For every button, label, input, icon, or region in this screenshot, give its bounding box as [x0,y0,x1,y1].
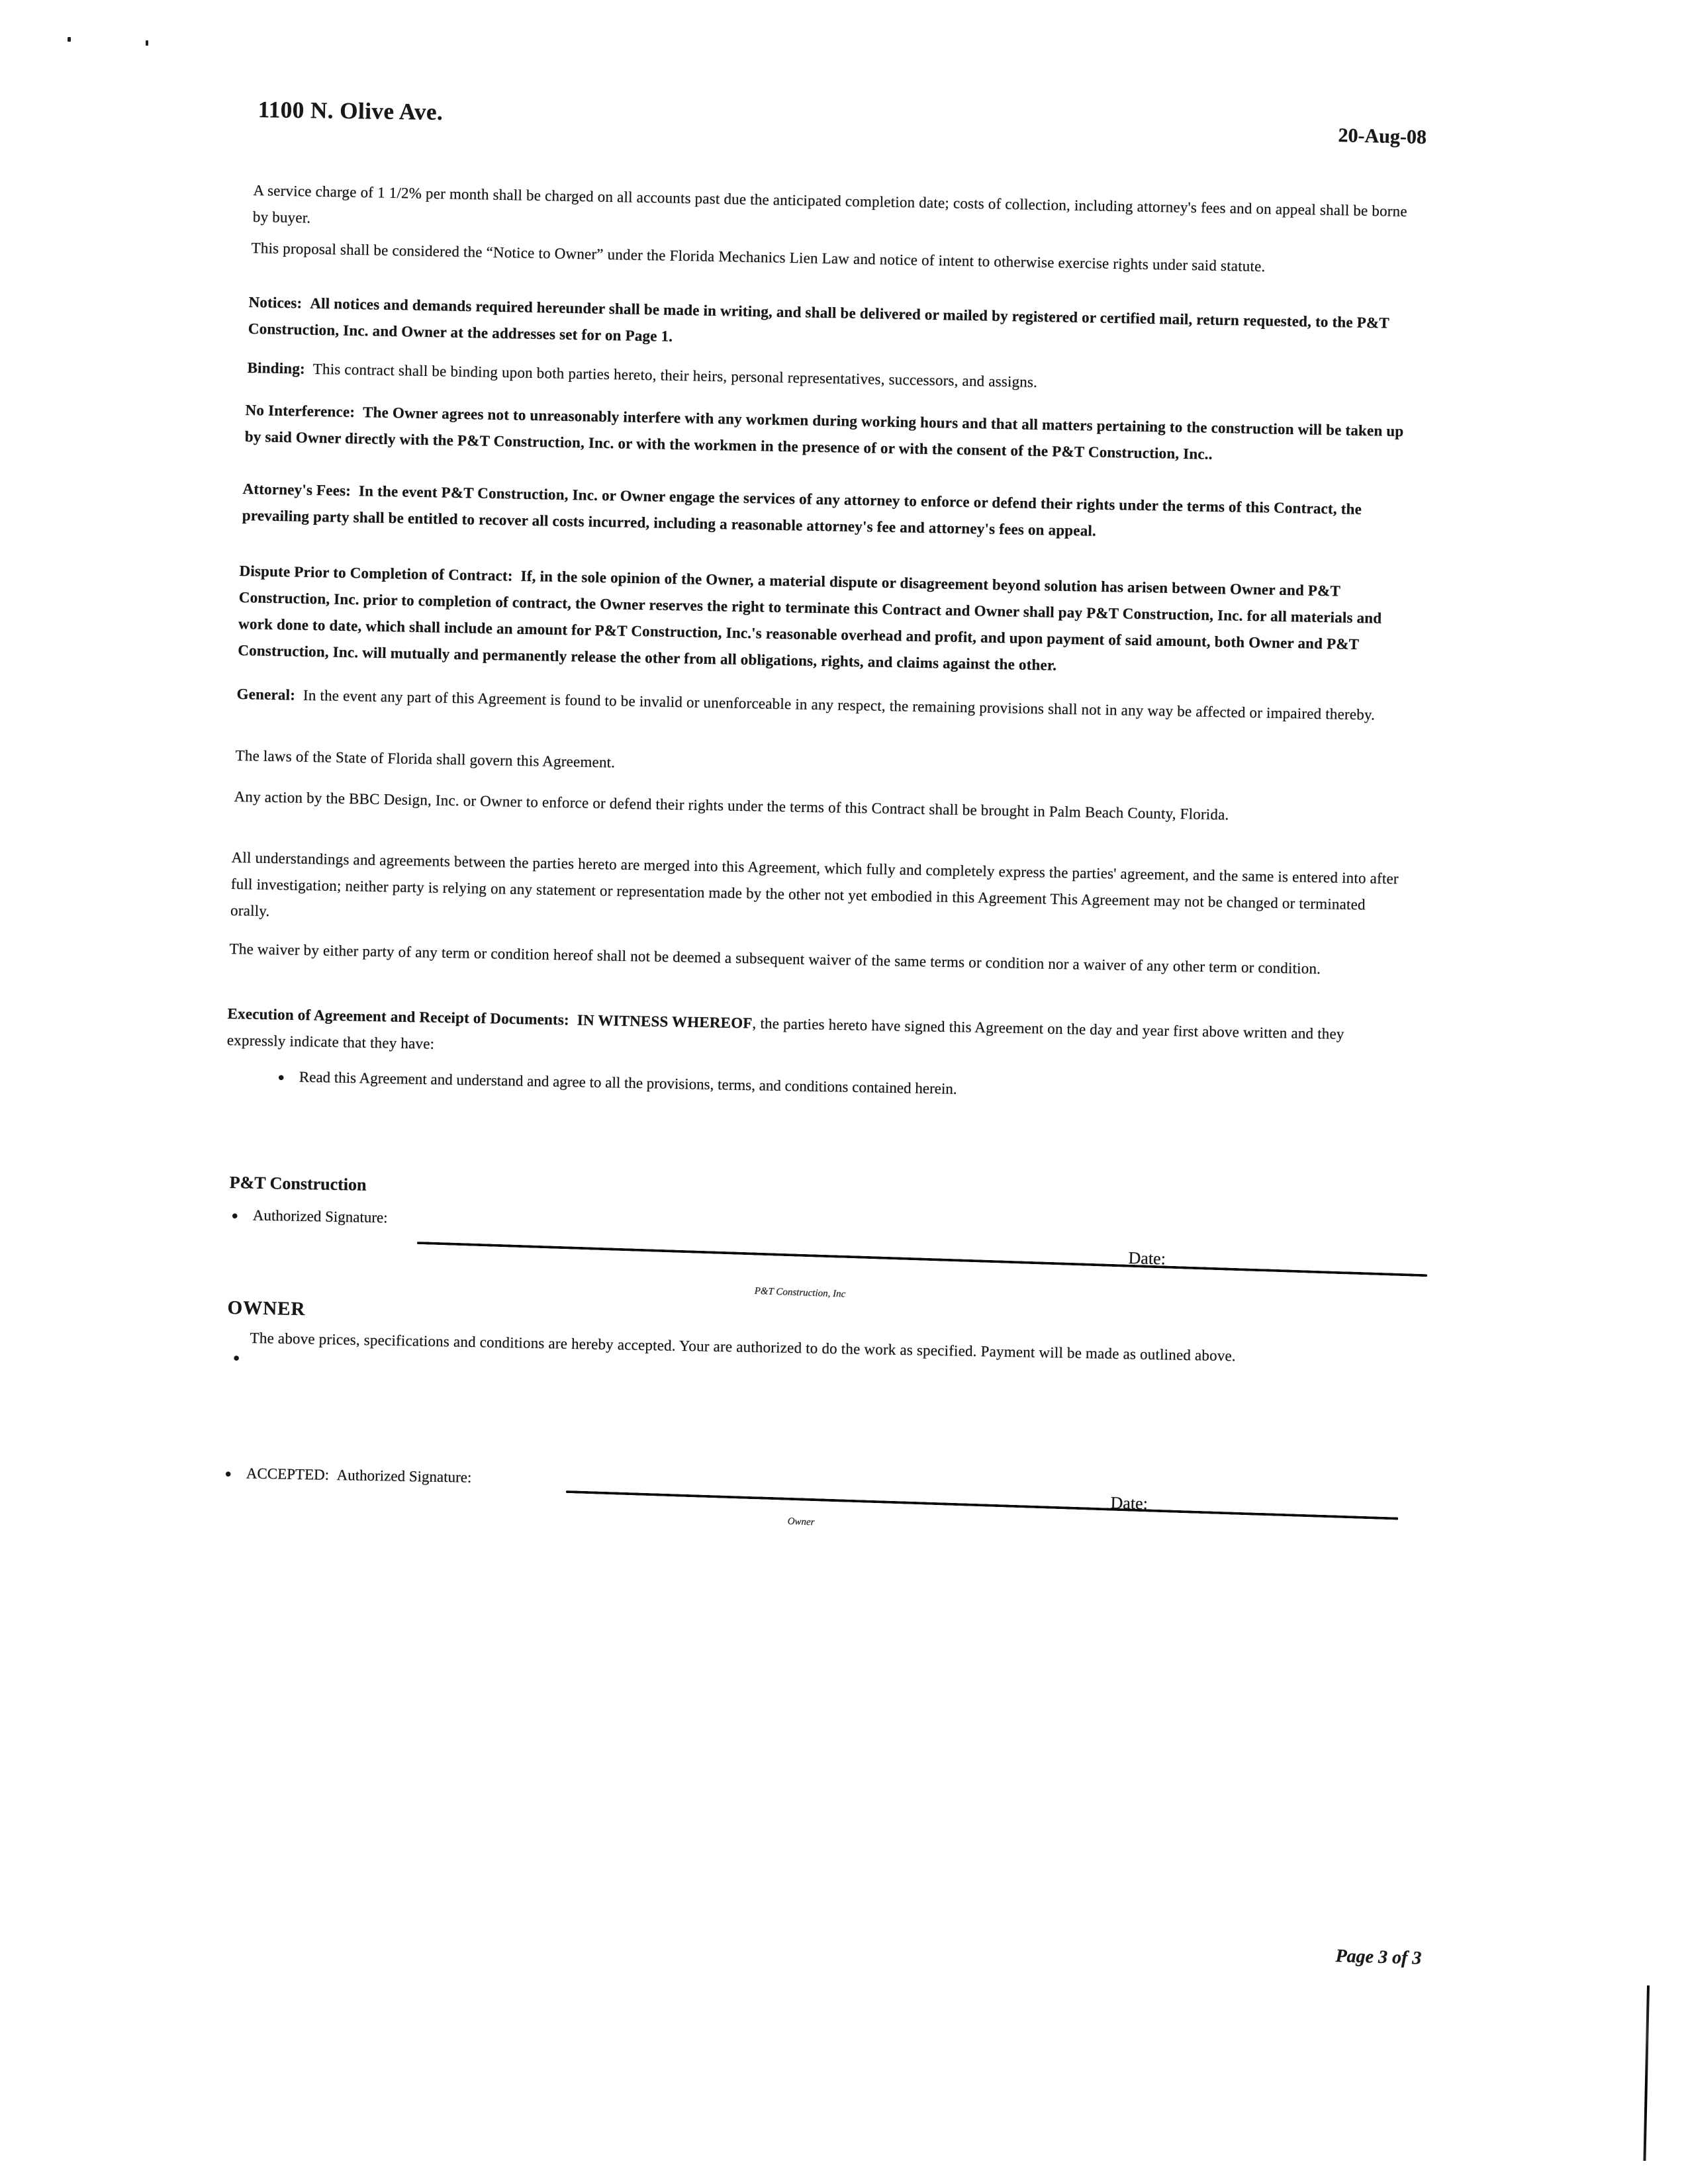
execution-bullet-item [277,1064,1270,1109]
clause-text: All notices and demands required hereunder shall be made in writing, and shall be delivered or mailed by registered or certified mail, return requested, to the P&T Construction, Inc. and Owner at the addresses set for on Page 1. [248,295,1389,345]
clause-waiver [229,936,1399,983]
clause-label: General: [236,685,296,704]
clause-text: In the event P&T Construction, Inc. or Owner engage the services of any attorney to enforce or defend their rights under the terms of this Contract, the prevailing party shall be entitled to recover all costs incurred, including a reasonable attorney's fee and attorney's fees on appeal. [242,482,1362,539]
clause-label: Execution of Agreement and Receipt of Documents: [227,1005,570,1028]
owner-date-label: Date: [1110,1493,1149,1514]
witness-whereof-phrase: IN WITNESS WHEREOF [577,1011,753,1032]
clause-text: The Owner agrees not to unreasonably interfere with any workmen during working hours and that all matters pertaining to the construction will be taken up by said Owner directly with the P&T Construction, Inc. or with the workmen in the presence of or with the consent of the P&T Construction, Inc.. [244,404,1404,463]
pt-signature-caption: P&T Construction, Inc [754,1286,846,1300]
owner-signature-line [566,1490,1398,1520]
clause-label: Dispute Prior to Completion of Contract: [239,562,514,584]
clause-label: Notices: [248,293,303,312]
clause-text: All understandings and agreements between the parties hereto are merged into this Agreement, which fully and completely express the parties' agreement, and the same is entered into after full investigation; neither party is relying on any statement or representation made by the other not yet embodied in this Agreement This Agreement may not be changed or terminated orally. [230,848,1399,920]
clause-label: Binding: [247,359,306,377]
clause-governing-law [235,743,1401,790]
scan-speck [68,37,71,42]
clause-execution-of-agreement [227,1001,1398,1075]
clause-attorneys-fees [242,476,1407,550]
clause-label: No Interference: [245,401,355,421]
clause-text: If, in the sole opinion of the Owner, a material dispute or disagreement beyond solution has arisen between Owner and P&T Construction, Inc. prior to completion of contract, the Owner reserves the right to terminate this Contract and Owner shall pay P&T Construction, Inc. for all materials and work done to date, which shall include an amount for P&T Construction, Inc.'s reasonable overhead and profit, and upon payment of said amount, both Owner and P&T Construction, Inc. will mutually and permanently release the other from all obligations, rights, and claims against the other. [238,567,1382,674]
clause-label: Attorney's Fees: [242,480,352,499]
clause-no-interference [245,397,1409,471]
page-number: Page 3 of 3 [1335,1946,1422,1969]
owner-signature-caption: Owner [787,1516,815,1528]
clause-text: The laws of the State of Florida shall govern this Agreement. [235,747,616,771]
clause-text: A service charge of 1 1/2% per month shall be charged on all accounts past due the anticipated completion date; costs of collection, including attorney's fees and on appeal shall be borne by buyer. [252,181,1408,226]
accepted-label: ACCEPTED: [246,1465,330,1483]
scan-scratch-mark [1643,1985,1650,2161]
pt-construction-heading: P&T Construction [229,1173,367,1195]
clause-merger [230,844,1402,945]
owner-heading: OWNER [227,1297,306,1320]
pt-authorized-signature-label: Authorized Signature: [252,1206,388,1226]
bullet-icon: ● [224,1467,232,1480]
execution-bullet-text: Read this Agreement and understand and agree to all the provisions, terms, and conditions contained herein. [299,1068,957,1097]
bullet-icon: ● [277,1070,285,1084]
pt-date-label: Date: [1128,1248,1166,1269]
clause-text: The waiver by either party of any term or condition hereof shall not be deemed a subsequent waiver of the same terms or condition nor a waiver of any other term or condition. [229,940,1321,978]
pt-authorized-signature-row [231,1202,388,1232]
owner-authorized-signature-label: Authorized Signature: [336,1467,472,1486]
pt-signature-line [417,1242,1427,1277]
document-date: 20-Aug-08 [1338,124,1427,149]
bullet-icon: ● [233,1351,240,1364]
clause-general [236,681,1403,729]
owner-accepted-row [224,1460,471,1492]
clause-venue [234,784,1400,831]
owner-acceptance-paragraph: The above prices, specifications and conditions are hereby accepted. Your are authorized to do the work as specified. Payment will be made as outlined above. [250,1329,1237,1365]
bullet-icon: ● [231,1208,239,1222]
clause-text: In the event any part of this Agreement is found to be invalid or unenforceable in any respect, the remaining provisions shall not in any way be affected or impaired thereby. [303,686,1376,723]
clause-text: Any action by the BBC Design, Inc. or Owner to enforce or defend their rights under the terms of this Contract shall be brought in Palm Beach County, Florida. [234,788,1229,823]
clause-notices [248,289,1411,363]
clause-dispute-prior-to-completion [238,558,1408,685]
scan-speck [146,40,148,46]
clause-binding [247,355,1409,402]
page-title: 1100 N. Olive Ave. [258,97,444,125]
clause-text: This contract shall be binding upon both parties hereto, their heirs, personal representatives, successors, and assigns. [312,360,1038,390]
clause-text: This proposal shall be considered the “Notice to Owner” under the Florida Mechanics Lien Law and notice of intent to otherwise exercise rights under said statute. [251,239,1266,275]
clause-text: , the parties hereto have signed this Agreement on the day and year first above written and they expressly indicate that they have: [226,1015,1344,1052]
